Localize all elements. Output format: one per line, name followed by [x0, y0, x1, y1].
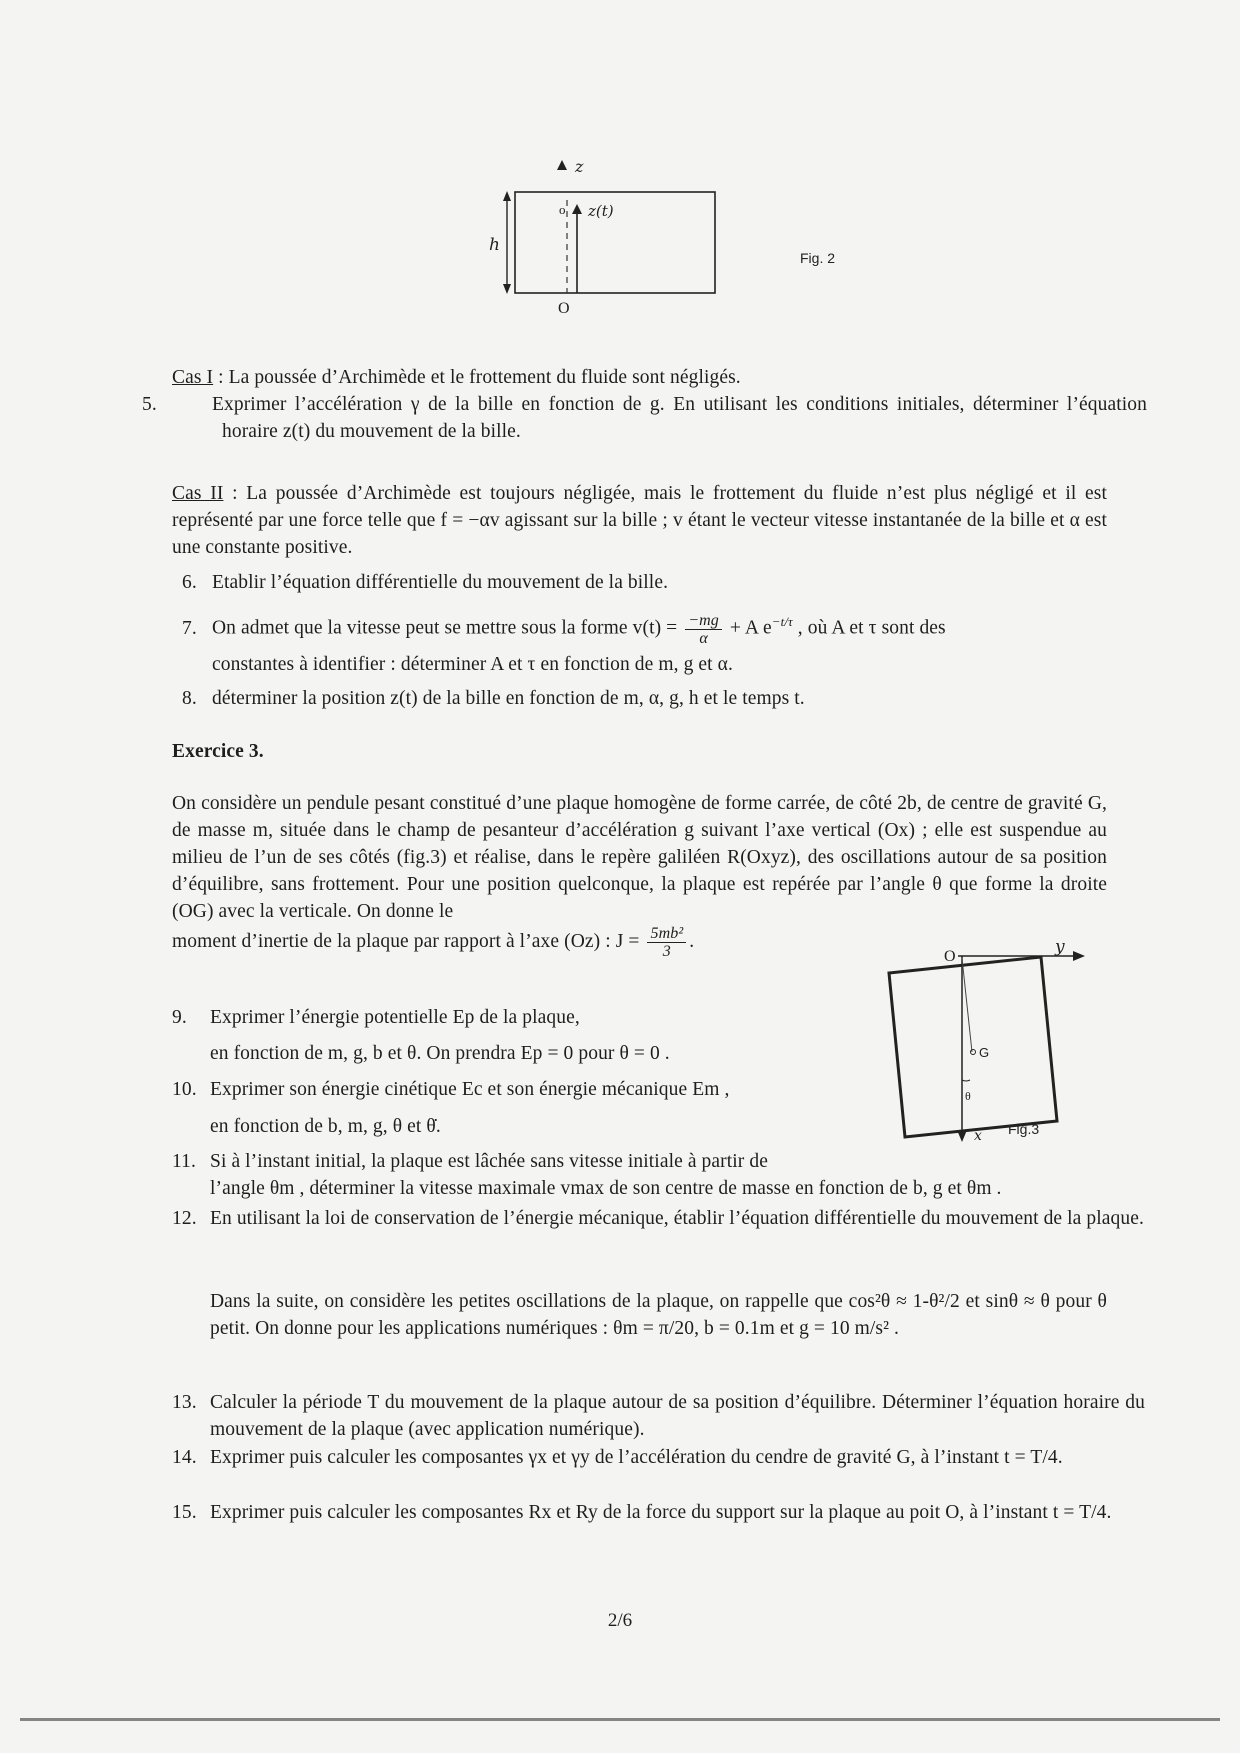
- q7-fraction: [685, 612, 722, 647]
- fig2-caption: Fig. 2: [800, 250, 836, 266]
- question-10: [172, 1076, 729, 1103]
- q13-text: Calculer la période T du mouvement de la plaque autour de sa position d’équilibre. Déterminer l’équation horaire du mouvement de la plaque (avec application numérique).: [210, 1392, 1145, 1440]
- question-11: [172, 1148, 768, 1175]
- q15-number: 15.: [172, 1502, 197, 1523]
- ball-marker: o: [559, 202, 566, 217]
- q14-number: 14.: [172, 1447, 197, 1468]
- cas1-heading: Cas I: [172, 367, 214, 388]
- inertia-num: 5mb²: [647, 925, 686, 943]
- question-13: [172, 1389, 1145, 1443]
- q5-text: Exprimer l’accélération γ de la bille en fonction de g. En utilisant les conditions initiales, déterminer l’équation horaire z(t) du mouvement de la bille.: [212, 394, 1147, 442]
- q12-number: 12.: [172, 1208, 197, 1229]
- cas2-heading: Cas II: [172, 483, 224, 504]
- q13-number: 13.: [172, 1392, 197, 1413]
- fig3-origin-label: O: [944, 948, 956, 965]
- q10-line1: Exprimer son énergie cinétique Ec et son énergie mécanique Em ,: [210, 1079, 730, 1100]
- q7-post: + A e: [729, 617, 772, 639]
- question-11-line2: l’angle θm , déterminer la vitesse maximale vmax de son centre de masse en fonction de b, g et θm .: [210, 1178, 1002, 1199]
- q10-number: 10.: [172, 1079, 197, 1100]
- exercise-3-title: Exercice 3.: [172, 741, 264, 762]
- question-5: [142, 391, 1147, 445]
- q6-text: Etablir l’équation différentielle du mouvement de la bille.: [212, 572, 669, 593]
- q7-exponent: −t/τ: [771, 614, 793, 629]
- scan-edge-line: [20, 1718, 1220, 1721]
- cas2-intro-text: : La poussée d’Archimède est toujours négligée, mais le frottement du fluide n’est plus négligé et il est représenté par une force telle que f = −αv agissant sur la bille ; v étant le vecteur vitesse instantanée de la bille et α est une constante positive.: [172, 483, 1107, 558]
- cas2-intro: [172, 480, 1107, 561]
- question-7-line2: constantes à identifier : déterminer A et τ en fonction de m, g et α.: [212, 654, 733, 675]
- q7-frac-num: −mg: [685, 612, 722, 630]
- cas1-intro-text: : La poussée d’Archimède et le frottement du fluide sont négligés.: [213, 367, 741, 388]
- cas1-intro: [172, 364, 1107, 391]
- x-axis-arrowhead: [957, 1130, 967, 1142]
- question-6: [182, 569, 668, 596]
- q11-line1: Si à l’instant initial, la plaque est lâchée sans vitesse initiale à partir de: [210, 1151, 768, 1172]
- question-14: [172, 1444, 1145, 1471]
- question-9: [172, 1004, 580, 1031]
- x-axis-label: x: [974, 1128, 982, 1144]
- q7-pre: On admet que la vitesse peut se mettre sous la forme v(t) =: [212, 617, 678, 639]
- q8-text: déterminer la position z(t) de la bille en fonction de m, α, g, h et le temps t.: [212, 688, 805, 709]
- fig3-caption: Fig.3: [1008, 1121, 1040, 1137]
- figure-3: [880, 937, 1100, 1145]
- tank-rectangle: [515, 192, 715, 293]
- q7-number: 7.: [182, 617, 197, 639]
- q6-number: 6.: [182, 572, 197, 593]
- h-arrow-top: [503, 191, 511, 201]
- q14-text: Exprimer puis calculer les composantes γx et γy de l’accélération du cendre de gravité G, à l’instant t = T/4.: [210, 1447, 1063, 1468]
- q7-end: , où A et τ sont des: [797, 617, 946, 639]
- question-8: [182, 685, 805, 712]
- inertia-line: [172, 925, 694, 960]
- q5-number: 5.: [142, 394, 157, 415]
- q9-line1: Exprimer l’énergie potentielle Ep de la plaque,: [210, 1007, 580, 1028]
- h-label: h: [489, 235, 500, 255]
- y-axis-label: y: [1055, 937, 1065, 957]
- inertia-den: 3: [662, 943, 671, 960]
- page-number: 2/6: [607, 1610, 633, 1631]
- exercise-3-intro: On considère un pendule pesant constitué d’une plaque homogène de forme carrée, de côté 2b, de centre de gravité G, de masse m, située dans le champ de pesanteur d’accélération g suivant l’axe vertical (Ox) ; elle est suspendue au milieu de l’un de ses côtés (fig.3) et réalise, dans le repère galiléen R(Oxyz), des oscillations autour de sa position d’équilibre, sans frottement. Pour une position quelconque, la plaque est repérée par l’angle θ que forme la droite (OG) avec la verticale. On donne le: [172, 793, 1107, 922]
- q15-text: Exprimer puis calculer les composantes Rx et Ry de la force du support sur la plaque au poit O, à l’instant t = T/4.: [210, 1502, 1112, 1523]
- g-point: [971, 1050, 976, 1055]
- inertia-fraction: [647, 925, 686, 960]
- inertia-pre: moment d’inertie de la plaque par rapport à l’axe (Oz) : J =: [172, 930, 640, 952]
- z-of-t-arrowhead: [572, 204, 582, 214]
- figure-2: [489, 157, 875, 350]
- y-axis-arrowhead: [1073, 951, 1085, 961]
- og-line: [962, 958, 972, 1052]
- theta-label: θ: [965, 1089, 971, 1103]
- z-of-t-label: z(t): [588, 202, 614, 220]
- q12-text: En utilisant la loi de conservation de l’énergie mécanique, établir l’équation différentielle du mouvement de la plaque.: [210, 1208, 1144, 1229]
- question-15: [172, 1499, 1145, 1526]
- g-label: G: [979, 1045, 990, 1060]
- origin-label: O: [558, 300, 570, 317]
- question-9-line2: en fonction de m, g, b et θ. On prendra Ep = 0 pour θ = 0 .: [210, 1043, 670, 1064]
- q11-number: 11.: [172, 1151, 196, 1172]
- theta-arc: [962, 1080, 970, 1081]
- z-axis-label: z: [575, 157, 584, 176]
- question-12: [172, 1205, 1145, 1232]
- square-plate: [889, 957, 1057, 1137]
- q8-number: 8.: [182, 688, 197, 709]
- q7-frac-den: α: [699, 629, 708, 647]
- h-arrow-bottom: [503, 284, 511, 294]
- question-10-line2: en fonction de b, m, g, θ et θ̇.: [210, 1116, 441, 1137]
- q9-number: 9.: [172, 1007, 187, 1028]
- small-oscillations-note: Dans la suite, on considère les petites oscillations de la plaque, on rappelle que cos²θ ≈ 1-θ²/2 et sinθ ≈ θ pour θ petit. On donne pour les applications numériques : θm = π/20, b = 0.1m et g = 10 m/s² .: [210, 1291, 1107, 1339]
- z-axis-arrowhead: [557, 160, 567, 170]
- question-7: [182, 608, 1107, 647]
- inertia-end: .: [689, 930, 695, 952]
